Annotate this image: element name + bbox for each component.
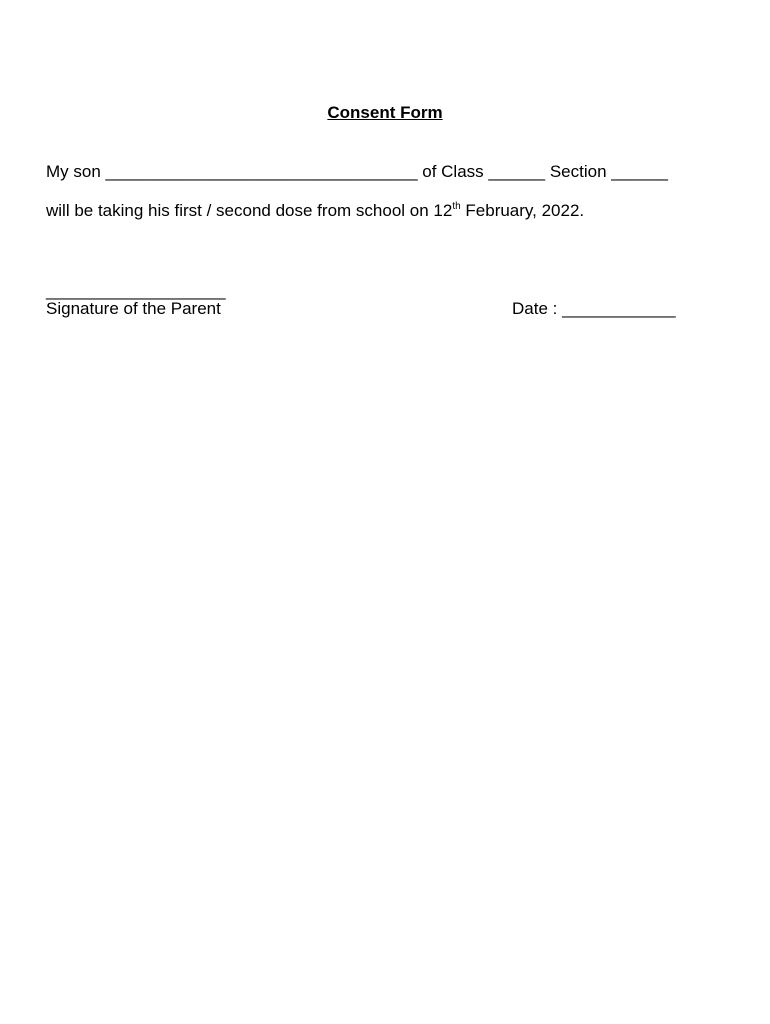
student-details-line: My son _________________________________ of Class ______ Section ______ — [46, 162, 668, 181]
date-field: Date : ____________ — [512, 299, 676, 318]
dose-statement-text: will be taking his first / second dose from school on 12 — [46, 201, 453, 220]
signature-blank-line: ___________________ — [46, 281, 226, 300]
form-title: Consent Form — [327, 103, 443, 122]
signature-label: Signature of the Parent — [46, 299, 221, 318]
dose-statement-line — [46, 201, 584, 224]
ordinal-suffix: th — [452, 201, 461, 212]
dose-date-text: February, 2022. — [460, 201, 585, 220]
